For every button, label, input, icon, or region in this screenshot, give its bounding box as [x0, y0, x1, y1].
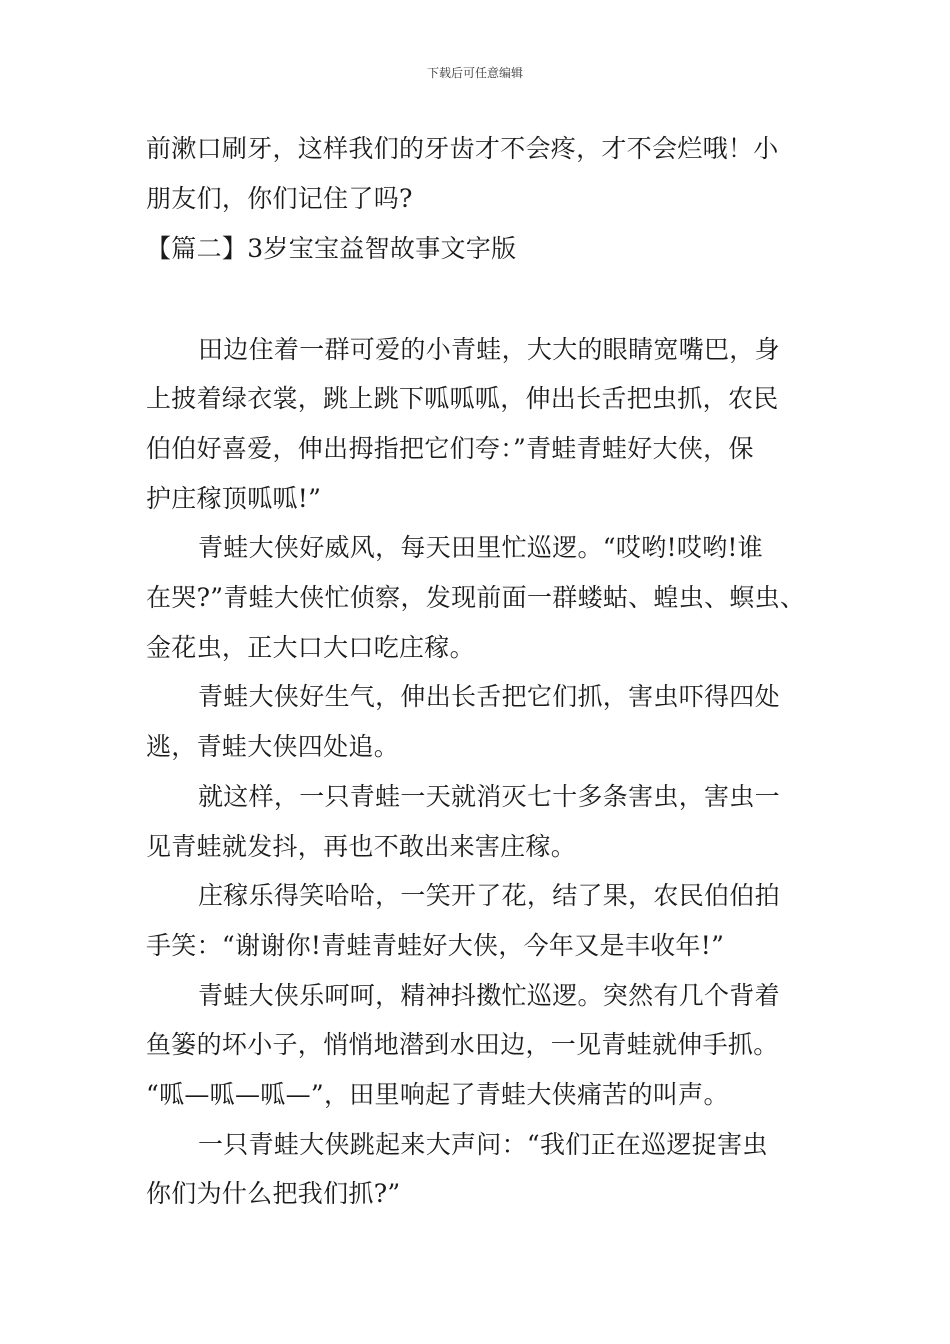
text-line: 在哭?”青蛙大侠忙侦察，发现前面一群蝼蛄、蝗虫、螟虫、 [146, 583, 806, 612]
text-line: 手笑：“谢谢你!青蛙青蛙好大侠，今年又是丰收年!” [146, 931, 725, 960]
text-line: 朋友们，你们记住了吗? [146, 184, 413, 213]
text-line: 你们为什么把我们抓?” [146, 1179, 401, 1208]
page-header: 下载后可任意编辑 [426, 66, 523, 80]
text-line: 庄稼乐得笑哈哈，一笑开了花，结了果，农民伯伯拍 [198, 881, 780, 910]
text-line: 逃，青蛙大侠四处追。 [146, 732, 400, 761]
text-line: 田边住着一群可爱的小青蛙，大大的眼睛宽嘴巴，身 [198, 335, 780, 364]
text-line: 青蛙大侠乐呵呵，精神抖擞忙巡逻。突然有几个背着 [198, 981, 780, 1010]
text-line: “呱—呱—呱—”，田里响起了青蛙大侠痛苦的叫声。 [146, 1080, 729, 1109]
text-line: 一只青蛙大侠跳起来大声问：“我们正在巡逻捉害虫 [198, 1130, 768, 1159]
section-title: 【篇二】3岁宝宝益智故事文字版 [146, 234, 517, 263]
text-line: 见青蛙就发抖，再也不敢出来害庄稼。 [146, 832, 577, 861]
text-line: 护庄稼顶呱呱!” [146, 484, 322, 513]
text-line: 鱼篓的坏小子，悄悄地潜到水田边，一见青蛙就伸手抓。 [146, 1030, 779, 1059]
text-line: 伯伯好喜爱，伸出拇指把它们夸：”青蛙青蛙好大侠，保 [146, 434, 754, 463]
text-line: 金花虫，正大口大口吃庄稼。 [146, 633, 475, 662]
text-line: 青蛙大侠好威风，每天田里忙巡逻。“哎哟!哎哟!谁 [198, 533, 764, 562]
text-line: 前漱口刷牙，这样我们的牙齿才不会疼，才不会烂哦！小 [146, 134, 779, 163]
text-line: 就这样，一只青蛙一天就消灭七十多条害虫，害虫一 [198, 782, 780, 811]
text-line: 上披着绿衣裳，跳上跳下呱呱呱，伸出长舌把虫抓，农民 [146, 384, 779, 413]
text-line: 青蛙大侠好生气，伸出长舌把它们抓，害虫吓得四处 [198, 682, 780, 711]
